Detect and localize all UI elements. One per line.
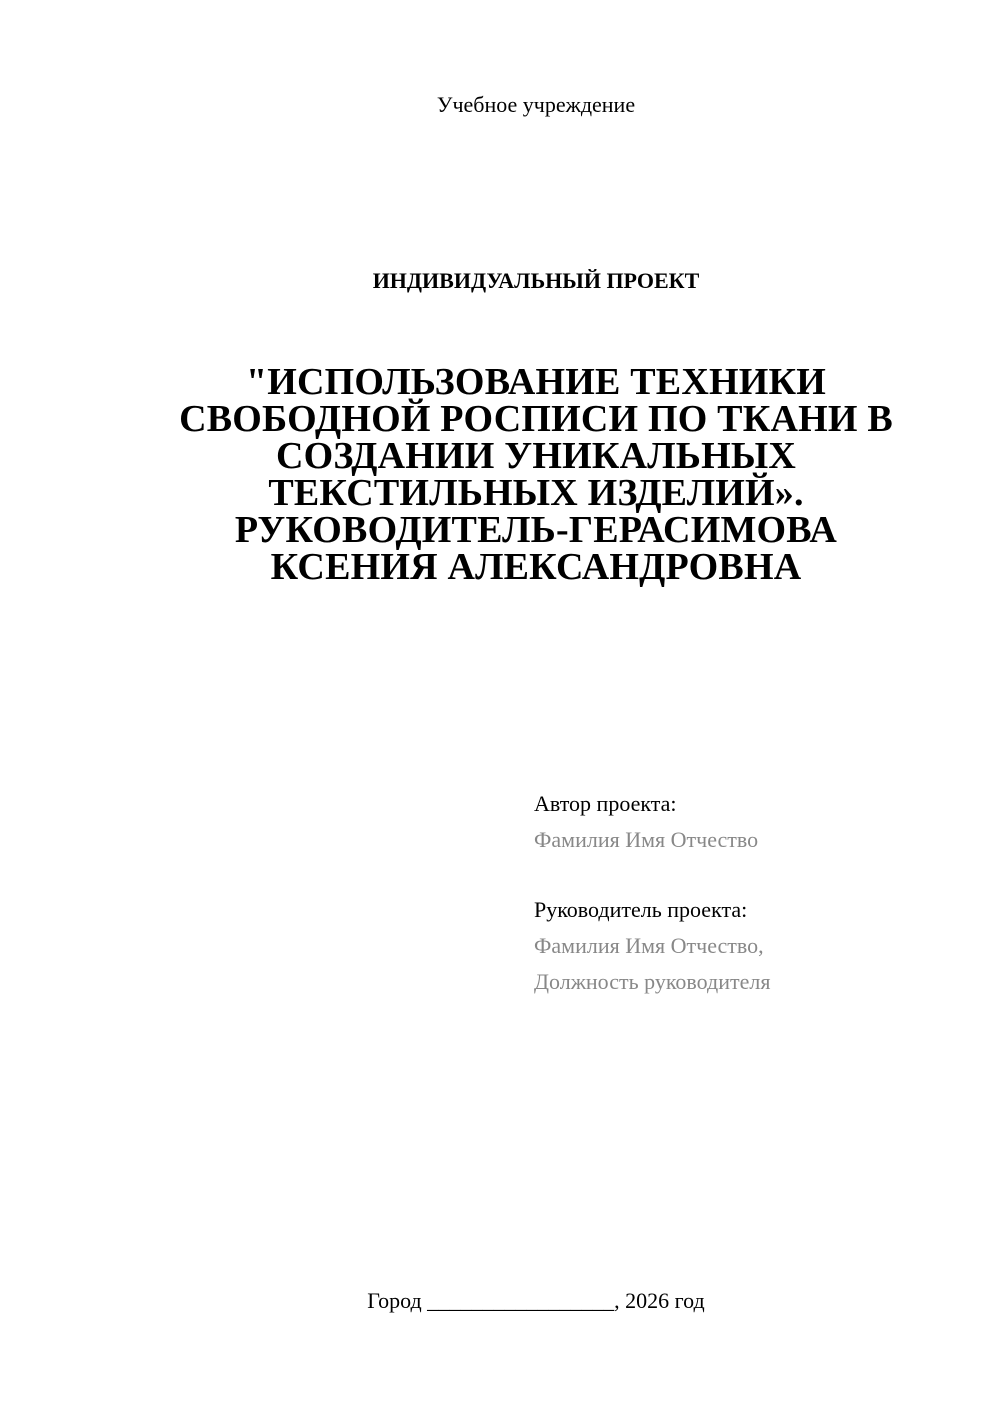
project-title-line: "ИСПОЛЬЗОВАНИЕ ТЕХНИКИ (245, 361, 827, 403)
author-block (534, 786, 954, 858)
city-year-line: Город _________________, 2026 год (367, 1288, 705, 1313)
institution-name: Учебное учреждение (436, 92, 636, 117)
project-title (160, 361, 912, 588)
supervisor-block (534, 892, 954, 1000)
supervisor-position-placeholder: Должность руководителя (534, 969, 771, 994)
supervisor-name-placeholder: Фамилия Имя Отчество, (534, 933, 764, 958)
project-title-line: ТЕКСТИЛЬНЫХ ИЗДЕЛИЙ». (268, 472, 804, 514)
author-label: Автор проекта: (534, 791, 677, 816)
project-title-line: СВОБОДНОЙ РОСПИСИ ПО ТКАНИ В (179, 398, 893, 440)
author-name-placeholder: Фамилия Имя Отчество (534, 827, 759, 852)
project-title-line: КСЕНИЯ АЛЕКСАНДРОВНА (270, 546, 802, 588)
project-title-line: РУКОВОДИТЕЛЬ-ГЕРАСИМОВА (234, 509, 838, 551)
supervisor-label: Руководитель проекта: (534, 897, 748, 922)
project-title-line: СОЗДАНИИ УНИКАЛЬНЫХ (275, 435, 797, 477)
project-type-heading: ИНДИВИДУАЛЬНЫЙ ПРОЕКТ (372, 268, 700, 293)
